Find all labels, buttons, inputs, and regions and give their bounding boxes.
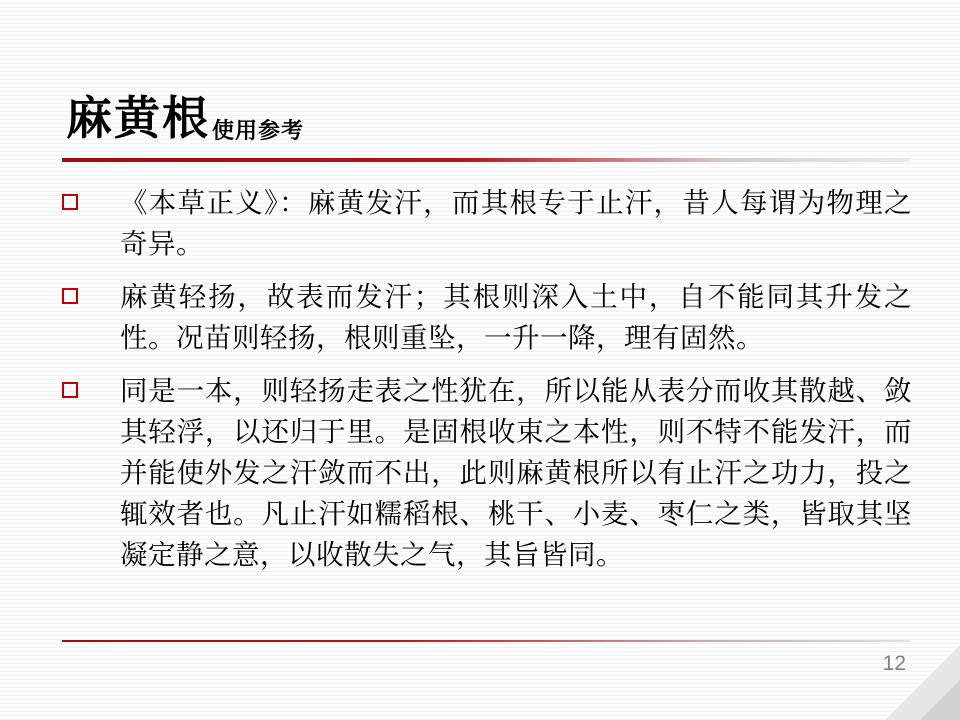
slide-title [66, 93, 906, 158]
list-item [62, 370, 912, 575]
list-item-text: 麻黄轻扬，故表而发汗；其根则深入土中，自不能同其升发之性。况苗则轻扬，根则重坠，一升一降，理有固然。 [120, 281, 912, 353]
square-bullet-icon [62, 194, 78, 210]
list-item-text: 《本草正义》：麻黄发汗，而其根专于止汗，昔人每谓为物理之奇异。 [120, 187, 912, 259]
list-item-text: 同是一本，则轻扬走表之性犹在，所以能从表分而收其散越、敛其轻浮，以还归于里。是固根收束之本性，则不特不能发汗，而并能使外发之汗敛而不出，此则麻黄根所以有止汗之功力，投之辄效者也。凡止汗如糯稻根、桃干、小麦、枣仁之类，皆取其坚凝定静之意，以收散失之气，其旨皆同。 [120, 375, 912, 570]
bullet-list [62, 182, 912, 587]
title-main-text: 麻黄根 [66, 93, 210, 144]
square-bullet-icon [62, 382, 78, 398]
corner-fold-inner [910, 670, 960, 720]
square-bullet-icon [62, 288, 78, 304]
footer-divider [62, 640, 910, 642]
title-subtitle-text: 使用参考 [212, 118, 305, 143]
corner-fold-outer [875, 635, 960, 720]
list-item [62, 276, 912, 358]
title-divider [62, 158, 910, 162]
list-item [62, 182, 912, 264]
page-number: 12 [882, 652, 906, 675]
